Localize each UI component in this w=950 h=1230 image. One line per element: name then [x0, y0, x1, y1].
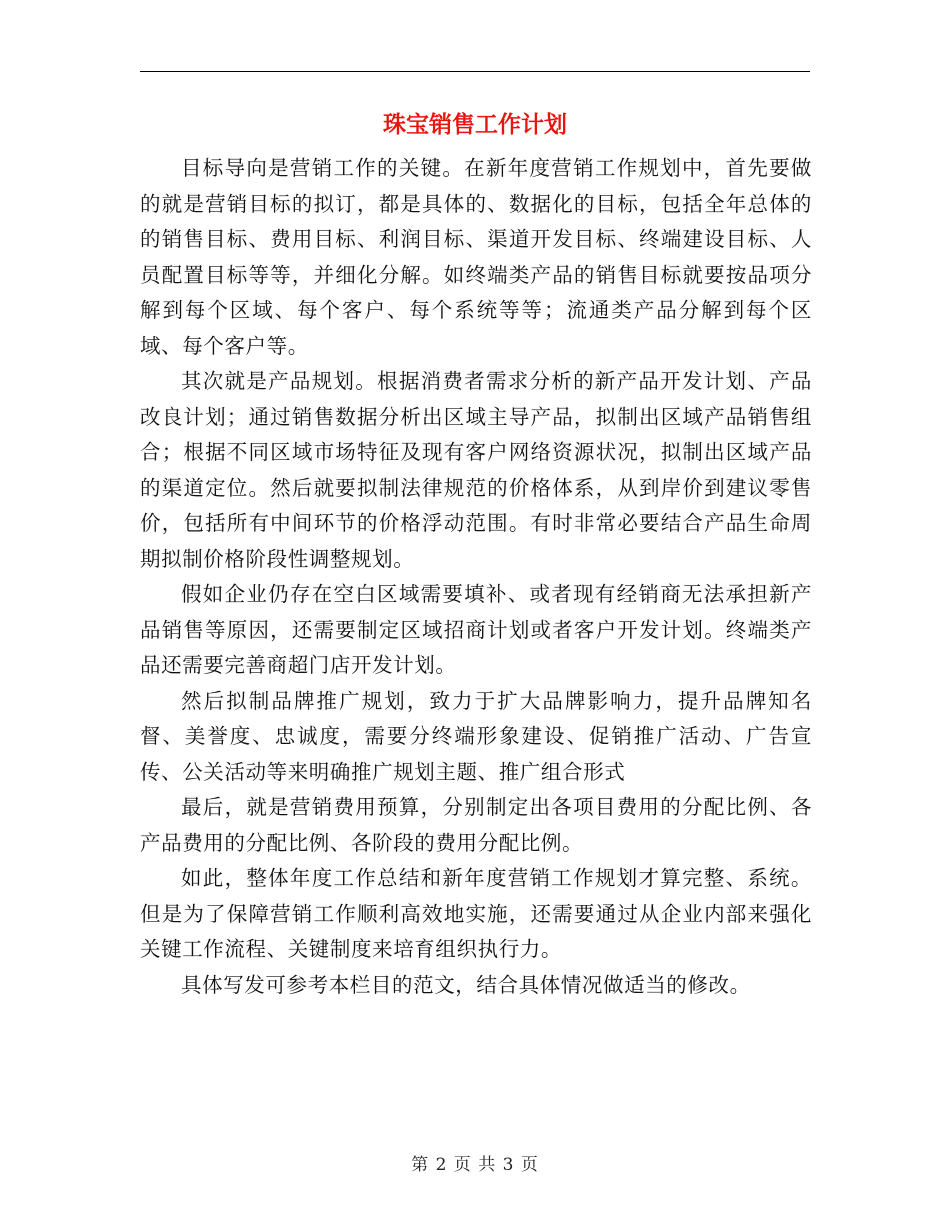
paragraph-channel-development: 假如企业仍存在空白区域需要填补、或者现有经销商无法承担新产品销售等原因，还需要制定区域招商计划或者客户开发计划。终端类产品还需要完善商超门店开发计划。: [140, 582, 812, 677]
paragraph-closing-note: 具体写发可参考本栏目的范文，结合具体情况做适当的修改。: [181, 972, 751, 997]
document-title: 珠宝销售工作计划: [383, 112, 567, 138]
header-divider: [140, 71, 810, 72]
paragraph-goals: 目标导向是营销工作的关键。在新年度营销工作规划中，首先要做的就是营销目标的拟订，都是具体的、数据化的目标，包括全年总体的的销售目标、费用目标、利润目标、渠道开发目标、终端建设目标、人员配置目标等等，并细化分解。如终端类产品的销售目标就要按品项分解到每个区域、每个客户、每个系统等等；流通类产品分解到每个区域、每个客户等。: [140, 156, 812, 358]
page-number: 第 2 页 共 3 页: [411, 1155, 539, 1175]
paragraph-product-planning: 其次就是产品规划。根据消费者需求分析的新产品开发计划、产品改良计划；通过销售数据分析出区域主导产品，拟制出区域产品销售组合；根据不同区域市场特征及现有客户网络资源状况，拟制出区域产品的渠道定位。然后就要拟制法律规范的价格体系，从到岸价到建议零售价，包括所有中间环节的价格浮动范围。有时非常必要结合产品生命周期拟制价格阶段性调整规划。: [140, 369, 812, 571]
paragraph-budget: 最后，就是营销费用预算，分别制定出各项目费用的分配比例、各产品费用的分配比例、各阶段的费用分配比例。: [140, 795, 812, 855]
paragraph-brand-promotion: 然后拟制品牌推广规划，致力于扩大品牌影响力，提升品牌知名督、美誉度、忠诚度，需要分终端形象建设、促销推广活动、广告宣传、公关活动等来明确推广规划主题、推广组合形式: [140, 688, 812, 784]
document-body: [140, 151, 812, 1003]
paragraph-summary: 如此，整体年度工作总结和新年度营销工作规划才算完整、系统。但是为了保障营销工作顺利高效地实施，还需要通过从企业内部来强化关键工作流程、关键制度来培育组织执行力。: [140, 866, 812, 961]
